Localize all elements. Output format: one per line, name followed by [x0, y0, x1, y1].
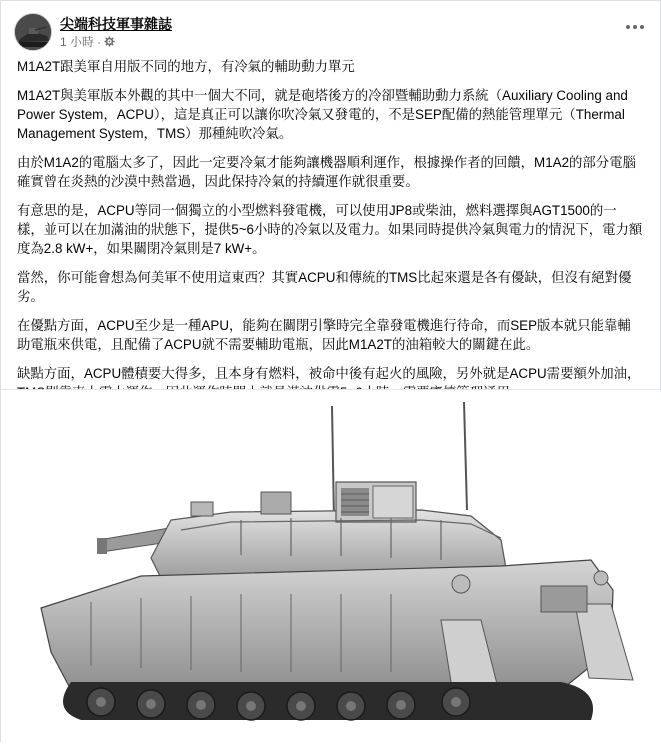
- post-paragraph-4: 有意思的是，ACPU等同一個獨立的小型燃料發電機，可以使用JP8或柴油，燃料選擇與AGT1500的一樣，並可以在加滿油的狀態下，提供5~6小時的冷氣以及電力。如果同時提供冷氣與電力的情況下，電力額度為2.8 kW+，如果關閉冷氣則是7 kW+。: [17, 203, 643, 256]
- more-options-button[interactable]: [623, 17, 647, 37]
- post-paragraph-6: 在優點方面，ACPU至少是一種APU，能夠在關閉引擎時完全靠發電機進行待命，而SEP版本就只能靠輔助電瓶來供電，且配備了ACPU就不需要輔助電瓶，因此M1A2T的油箱較大的關鍵在此。: [17, 318, 631, 352]
- more-icon: [626, 25, 630, 29]
- post-paragraph-5: 當然，你可能會想為何美軍不使用這東西？其實ACPU和傳統的TMS比起來還是各有優缺，但沒有絕對優劣。: [17, 270, 632, 304]
- page-name-link[interactable]: 尖端科技軍事雜誌: [60, 16, 172, 32]
- post-paragraph-1: M1A2T跟美軍自用版不同的地方，有冷氣的輔助動力單元: [17, 59, 355, 74]
- post-meta: [60, 33, 115, 50]
- page-avatar[interactable]: [14, 13, 52, 51]
- post-paragraph-3: 由於M1A2的電腦太多了，因此一定要冷氣才能夠讓機器順利運作，根據操作者的回饋，M1A2的部分電腦確實曾在炎熱的沙漠中熱當過，因此保持冷氣的持續運作就很重要。: [17, 155, 636, 189]
- post-paragraph-7: 缺點方面，ACPU體積要大得多，且本身有燃料，被命中後有起火的風險，另外就是ACPU需要額外加油，: [17, 366, 641, 381]
- meta-separator: ·: [97, 34, 102, 49]
- post-header: [14, 11, 647, 51]
- post-image[interactable]: [1, 389, 661, 744]
- tank-image-icon: [1, 390, 661, 744]
- post-time[interactable]: 1 小時: [60, 35, 95, 49]
- gear-icon[interactable]: [104, 36, 115, 47]
- avatar-image-icon: [15, 14, 52, 51]
- post-text: [17, 57, 643, 412]
- post-paragraph-2: M1A2T與美軍版本外觀的其中一個大不同，就是砲塔後方的冷卻暨輔助動力系統（Auxiliary Cooling and Power System，ACPU），這是真正可以讓你吹冷氣又發電的，不是SEP配備的熱能管理單元（Thermal Management System，TMS）那種純吹冷氣。: [17, 88, 628, 141]
